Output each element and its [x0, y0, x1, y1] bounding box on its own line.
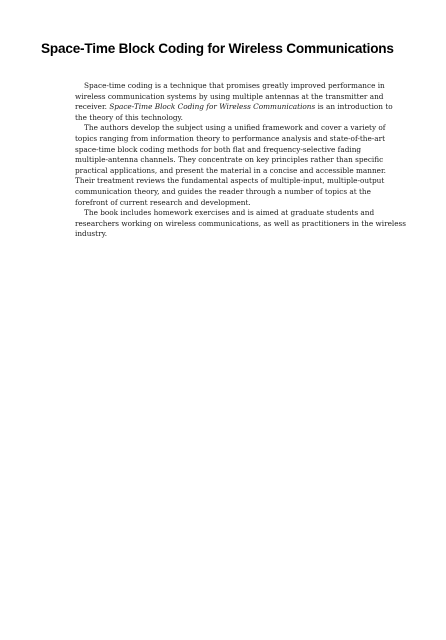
text-line: practical applications, and present the material in a concise and accessible manner.	[75, 165, 386, 175]
paragraph	[75, 123, 411, 208]
text-fragment: is an introduction to	[315, 102, 393, 112]
text-line: The authors develop the subject using a unified framework and cover a variety of	[84, 123, 386, 133]
text-line: industry.	[75, 229, 108, 239]
book-title-italic: Space-Time Block Coding for Wireless Communications	[109, 102, 316, 112]
text-line: researchers working on wireless communications, as well as practitioners in the wireless	[75, 218, 407, 228]
text-line: multiple-antenna channels. They concentrate on key principles rather than specific	[75, 155, 384, 165]
text-line: Their treatment reviews the fundamental aspects of multiple-input, multiple-output	[75, 176, 385, 186]
blurb-text	[75, 81, 411, 240]
paragraph	[75, 208, 411, 240]
text-line: the theory of this technology.	[75, 112, 183, 122]
text-line: communication theory, and guides the reader through a number of topics at the	[75, 186, 371, 196]
text-fragment: receiver.	[75, 102, 110, 112]
text-line	[75, 102, 411, 113]
paragraph	[75, 81, 411, 123]
text-line: space-time block coding methods for both flat and frequency-selective fading	[75, 144, 362, 154]
text-line: topics ranging from information theory to performance analysis and state-of-the-art	[75, 133, 386, 143]
text-line: Space-time coding is a technique that promises greatly improved performance in	[84, 81, 385, 90]
text-line: The book includes homework exercises and is aimed at graduate students and	[84, 208, 375, 218]
page-title: Space-Time Block Coding for Wireless Communications	[41, 41, 394, 56]
text-line: forefront of current research and development.	[75, 197, 251, 207]
text-line: wireless communication systems by using multiple antennas at the transmitter and	[75, 91, 384, 101]
